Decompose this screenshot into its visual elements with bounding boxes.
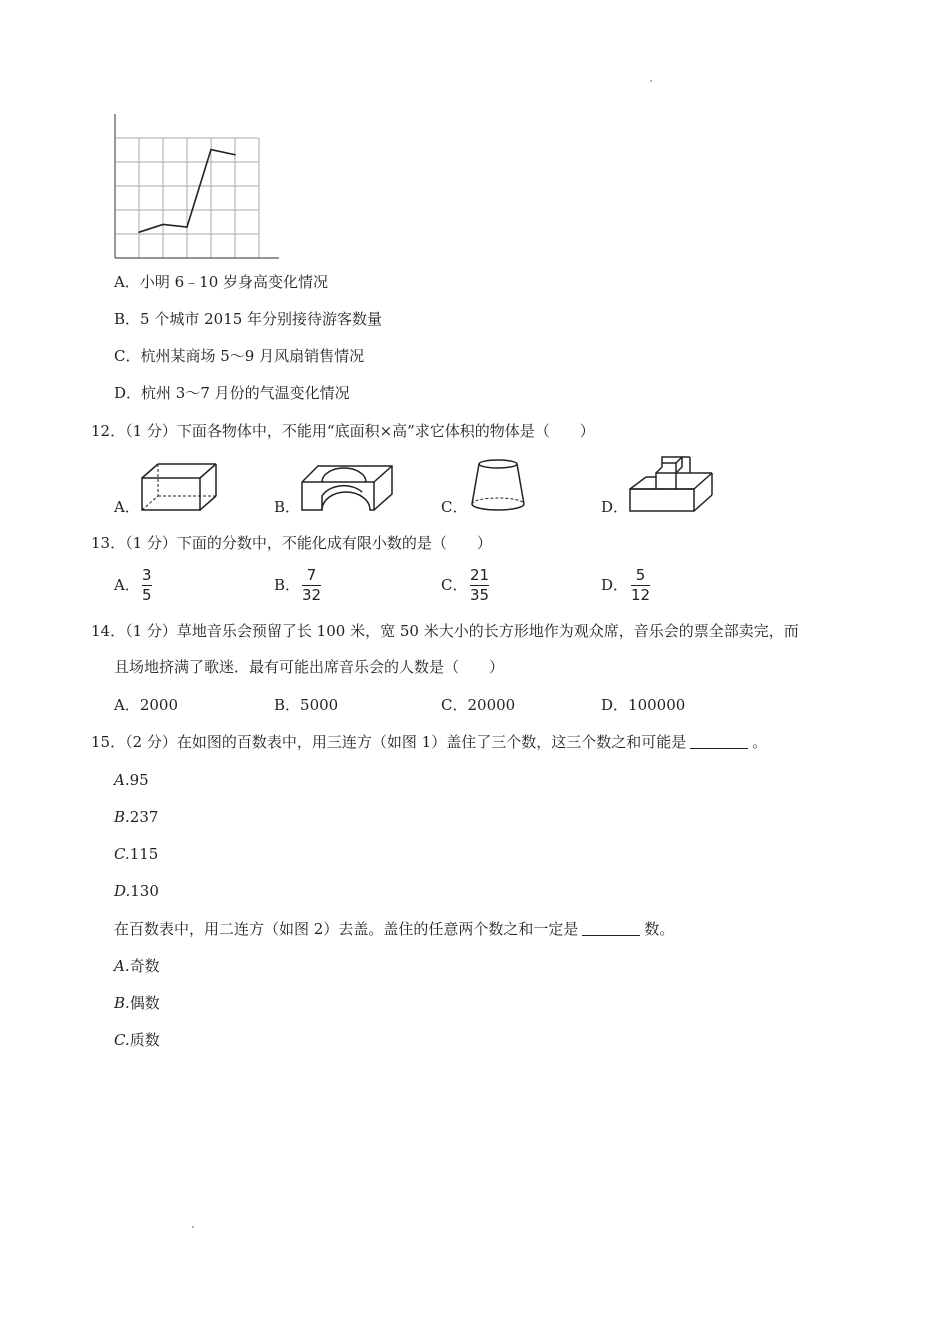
option-letter: B． — [114, 310, 141, 328]
option-text: 100000 — [628, 696, 686, 714]
denominator: 5 — [142, 586, 152, 604]
option-text: 质数 — [129, 1031, 160, 1049]
q13-option-a-label[interactable]: A． — [114, 576, 140, 594]
option-text: 5 个城市 2015 年分别接待游客数量 — [140, 310, 383, 328]
option-letter: D. — [114, 882, 131, 900]
q14-option-c[interactable] — [441, 695, 515, 715]
numerator: 7 — [306, 566, 317, 584]
data-point — [162, 224, 164, 226]
q15-part2-stem — [114, 919, 674, 939]
fraction-b — [302, 567, 321, 604]
q15-option-a[interactable] — [114, 770, 149, 790]
q15-part2-end: 数。 — [644, 920, 675, 938]
numerator: 21 — [470, 566, 490, 584]
denominator: 35 — [470, 586, 490, 604]
option-text: 杭州 3～7 月份的气温变化情况 — [141, 384, 350, 402]
q13-option-c-label[interactable]: C． — [441, 576, 468, 594]
q14-stem-line2: 且场地挤满了歌迷．最有可能出席音乐会的人数是（ ） — [114, 658, 505, 676]
option-letter: B. — [114, 994, 130, 1012]
q13-option-b-label[interactable]: B． — [274, 576, 301, 594]
q13-stem: 13．（1 分）下面的分数中，不能化成有限小数的是（ ） — [91, 534, 492, 552]
option-text: 5000 — [300, 696, 339, 714]
fraction-c — [470, 567, 489, 604]
option-text: 237 — [129, 808, 159, 826]
q12-option-d-label[interactable]: D． — [601, 498, 629, 516]
option-text: 小明 6﹣10 岁身高变化情况 — [139, 273, 329, 291]
option-text: 20000 — [467, 696, 516, 714]
option-text: 115 — [129, 845, 159, 863]
option-text: 奇数 — [129, 957, 160, 975]
q14-stem-line1: 14．（1 分）草地音乐会预留了长 100 米，宽 50 米大小的长方形地作为观众席，音乐会的票全部卖完，而 — [91, 622, 799, 640]
q15-option-c[interactable] — [114, 844, 158, 864]
cuboid-icon — [140, 462, 220, 512]
data-point — [210, 149, 212, 151]
option-text: 偶数 — [129, 994, 160, 1012]
option-letter: B. — [114, 808, 130, 826]
q11-option-c[interactable] — [114, 346, 364, 366]
q14-option-b[interactable] — [274, 695, 338, 715]
option-letter: D． — [601, 696, 629, 714]
q14-option-d[interactable] — [601, 695, 685, 715]
q13-option-d-label[interactable]: D． — [601, 576, 629, 594]
option-letter: B． — [274, 696, 301, 714]
answer-blank[interactable] — [690, 734, 748, 749]
stepped-block-icon — [628, 455, 718, 513]
option-text: 2000 — [139, 696, 179, 714]
fraction-a — [142, 567, 152, 604]
q15-part2-text: 在百数表中，用二连方（如图 2）去盖。盖住的任意两个数之和一定是 — [114, 920, 579, 938]
option-text: 130 — [130, 882, 159, 900]
data-point — [234, 154, 236, 156]
q12-option-b-label[interactable]: B． — [274, 498, 301, 516]
q15-stem-text: 15．（2 分）在如图的百数表中，用三连方（如图 1）盖住了三个数，这三个数之和可能是 — [91, 733, 687, 751]
option-text: 95 — [129, 771, 149, 789]
q15-stem-end: 。 — [752, 733, 768, 751]
option-letter: C. — [114, 845, 130, 863]
q11-option-a[interactable] — [114, 272, 328, 292]
q15-stem — [91, 732, 767, 752]
option-letter: A． — [114, 696, 140, 714]
q12-stem: 12．（1 分）下面各物体中，不能用“底面积×高”求它体积的物体是（ ） — [91, 422, 595, 440]
option-letter: C. — [114, 1031, 130, 1049]
option-letter: D． — [114, 384, 142, 402]
option-text: 杭州某商场 5～9 月风扇销售情况 — [140, 347, 365, 365]
option-letter: A. — [114, 771, 130, 789]
q15-part2-option-a[interactable] — [114, 956, 160, 976]
option-letter: C． — [114, 347, 141, 365]
answer-blank[interactable] — [582, 921, 640, 936]
denominator: 12 — [631, 586, 651, 604]
arch-block-icon — [300, 462, 395, 512]
option-letter: A． — [114, 273, 140, 291]
q15-option-d[interactable] — [114, 881, 159, 901]
q15-part2-option-c[interactable] — [114, 1030, 160, 1050]
denominator: 32 — [302, 586, 322, 604]
data-point — [186, 226, 188, 228]
numerator: 5 — [635, 566, 646, 584]
q15-part2-option-b[interactable] — [114, 993, 160, 1013]
option-letter: C． — [441, 696, 468, 714]
scan-dot — [650, 80, 652, 82]
q15-option-b[interactable] — [114, 807, 158, 827]
q12-option-a-label[interactable]: A． — [114, 498, 140, 516]
q11-option-d[interactable] — [114, 383, 350, 403]
data-point — [138, 231, 140, 233]
line-chart — [114, 114, 280, 262]
option-letter: A. — [114, 957, 130, 975]
q14-option-a[interactable] — [114, 695, 178, 715]
scan-dot — [192, 1226, 194, 1228]
numerator: 3 — [142, 566, 152, 584]
q11-option-b[interactable] — [114, 309, 382, 329]
q12-option-c-label[interactable]: C． — [441, 498, 468, 516]
frustum-cup-icon — [468, 458, 528, 514]
fraction-d — [631, 567, 650, 604]
